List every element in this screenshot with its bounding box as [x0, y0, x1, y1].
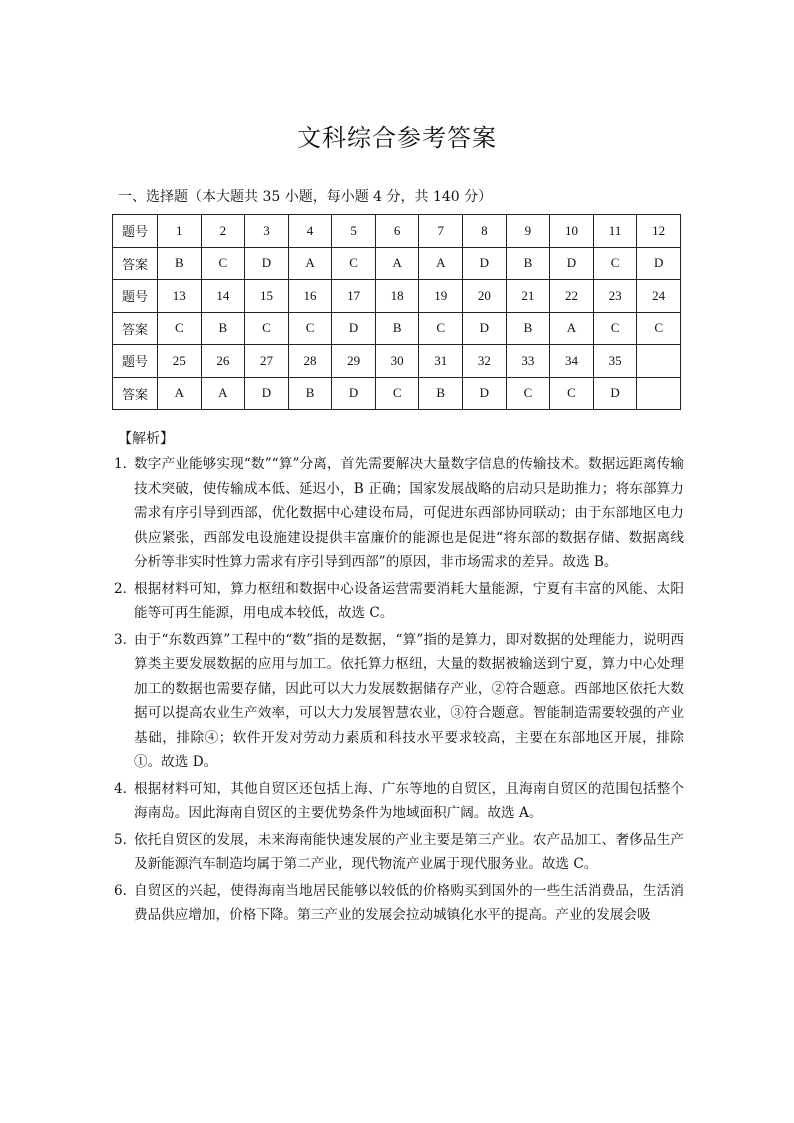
- question-number: 21: [506, 280, 550, 313]
- item-number: 5．: [114, 831, 137, 848]
- table-row-numbers: [113, 280, 681, 313]
- question-number: 19: [419, 280, 463, 313]
- answer-cell: B: [288, 377, 332, 410]
- answer-cell: C: [375, 377, 419, 410]
- question-number: 29: [332, 345, 376, 378]
- question-number: 32: [463, 345, 507, 378]
- table-row-numbers: [113, 345, 681, 378]
- analysis-heading: 【解析】: [118, 431, 174, 447]
- question-number: 4: [288, 215, 332, 248]
- answer-cell: B: [158, 247, 202, 280]
- answer-cell: C: [637, 312, 681, 345]
- question-number: 14: [201, 280, 245, 313]
- question-number: 26: [201, 345, 245, 378]
- question-number: 30: [375, 345, 419, 378]
- question-number: 33: [506, 345, 550, 378]
- item-text: 依托自贸区的发展，未来海南能快速发展的产业主要是第三产业。农产品加工、奢侈品生产及新能源汽车制造均属于第二产业，现代物流产业属于现代服务业。故选 C。: [134, 831, 684, 872]
- list-item: [114, 879, 684, 928]
- question-number: 8: [463, 215, 507, 248]
- answer-table: [112, 214, 681, 410]
- row-label-answer: 答案: [113, 377, 158, 410]
- question-number: 25: [158, 345, 202, 378]
- answer-cell: A: [158, 377, 202, 410]
- question-number: 18: [375, 280, 419, 313]
- item-text: 根据材料可知，算力枢纽和数据中心设备运营需要消耗大量能源，宁夏有丰富的风能、太阳能等可再生能源，用电成本较低，故选 C。: [134, 580, 684, 621]
- table-row-answers: [113, 377, 681, 410]
- answer-cell: D: [463, 312, 507, 345]
- table-row-answers: [113, 312, 681, 345]
- answer-cell: D: [463, 377, 507, 410]
- list-item: [114, 828, 684, 877]
- item-text: 由于“东数西算”工程中的“数”指的是数据，“算”指的是算力，即对数据的处理能力，说明西算类主要发展数据的应用与加工。依托算力枢纽，大量的数据被输送到宁夏，算力中心处理加工的数据也需要存储，因此可以大力发展数据储存产业，②符合题意。西部地区依托大数据可以提高农业生产效率，可以大力发展智慧农业，③符合题意。智能制造需要较强的产业基础，排除④；软件开发对劳动力素质和科技水平要求较高，主要在东部地区开展，排除①。故选 D。: [134, 631, 684, 770]
- table-row-numbers: [113, 215, 681, 248]
- answer-cell: C: [550, 377, 594, 410]
- answer-cell: A: [375, 247, 419, 280]
- item-text: 数字产业能够实现“数”“算”分离，首先需要解决大量数字信息的传输技术。数据远距离传输技术突破，使传输成本低、延迟小，B 正确；国家发展战略的启动只是助推力；将东部算力需求有序引导到西部，优化数据中心建设布局，可促进东西部协同联动；由于东部地区电力供应紧张，西部发电设施建设提供丰富廉价的能源也是促进“将东部的数据存储、数据离线分析等非实时性算力需求有序引导到西部”的原因，非市场需求的差异。故选 B。: [134, 456, 684, 570]
- question-number: 5: [332, 215, 376, 248]
- answer-cell: C: [288, 312, 332, 345]
- answer-cell: B: [506, 247, 550, 280]
- answer-cell: B: [419, 377, 463, 410]
- question-number: 11: [593, 215, 637, 248]
- question-number: 31: [419, 345, 463, 378]
- answer-cell: C: [245, 312, 289, 345]
- item-number: 6．: [114, 882, 137, 899]
- question-number: 6: [375, 215, 419, 248]
- question-number: 7: [419, 215, 463, 248]
- answer-cell: D: [332, 312, 376, 345]
- answer-cell: A: [550, 312, 594, 345]
- answer-cell: C: [201, 247, 245, 280]
- analysis-list: [114, 452, 684, 930]
- answer-cell: A: [419, 247, 463, 280]
- answer-cell: C: [332, 247, 376, 280]
- question-number: 2: [201, 215, 245, 248]
- answer-cell: D: [245, 247, 289, 280]
- question-number: 28: [288, 345, 332, 378]
- question-number: 35: [593, 345, 637, 378]
- question-number: 23: [593, 280, 637, 313]
- item-number: 4．: [114, 780, 137, 797]
- item-text: 自贸区的兴起，使得海南当地居民能够以较低的价格购买到国外的一些生活消费品，生活消费品供应增加，价格下降。第三产业的发展会拉动城镇化水平的提高。产业的发展会吸: [134, 882, 684, 923]
- answer-cell: C: [593, 312, 637, 345]
- item-number: 2．: [114, 580, 137, 597]
- answer-cell: D: [593, 377, 637, 410]
- answer-cell: D: [637, 247, 681, 280]
- question-number: 22: [550, 280, 594, 313]
- question-number: 15: [245, 280, 289, 313]
- row-label-number: 题号: [113, 280, 158, 313]
- answer-cell: C: [419, 312, 463, 345]
- item-number: 1．: [114, 456, 137, 472]
- table-row-answers: [113, 247, 681, 280]
- question-number: 20: [463, 280, 507, 313]
- question-number: 17: [332, 280, 376, 313]
- question-number: 27: [245, 345, 289, 378]
- question-number: 10: [550, 215, 594, 248]
- question-number: 9: [506, 215, 550, 248]
- question-number: 16: [288, 280, 332, 313]
- answer-cell: C: [593, 247, 637, 280]
- item-text: 根据材料可知，其他自贸区还包括上海、广东等地的自贸区，且海南自贸区的范围包括整个海南岛。因此海南自贸区的主要优势条件为地域面积广阔。故选 A。: [134, 780, 684, 821]
- answer-cell: A: [201, 377, 245, 410]
- list-item: [114, 777, 684, 826]
- row-label-answer: 答案: [113, 247, 158, 280]
- answer-cell: B: [201, 312, 245, 345]
- list-item: [114, 577, 684, 626]
- answer-cell: D: [463, 247, 507, 280]
- list-item: [114, 452, 684, 575]
- answer-cell: C: [506, 377, 550, 410]
- question-number: 3: [245, 215, 289, 248]
- answer-cell: D: [332, 377, 376, 410]
- answer-cell: C: [158, 312, 202, 345]
- page-title: 文科综合参考答案: [297, 124, 497, 152]
- answer-cell: B: [375, 312, 419, 345]
- empty-cell: [637, 345, 681, 378]
- question-number: 12: [637, 215, 681, 248]
- item-number: 3．: [114, 631, 137, 648]
- answer-cell: A: [288, 247, 332, 280]
- section-heading: 一、选择题（本大题共 35 小题，每小题 4 分，共 140 分）: [118, 189, 493, 205]
- question-number: 1: [158, 215, 202, 248]
- row-label-answer: 答案: [113, 312, 158, 345]
- question-number: 13: [158, 280, 202, 313]
- empty-cell: [637, 377, 681, 410]
- row-label-number: 题号: [113, 345, 158, 378]
- list-item: [114, 628, 684, 775]
- question-number: 24: [637, 280, 681, 313]
- answer-cell: B: [506, 312, 550, 345]
- row-label-number: 题号: [113, 215, 158, 248]
- answer-cell: D: [245, 377, 289, 410]
- answer-cell: D: [550, 247, 594, 280]
- question-number: 34: [550, 345, 594, 378]
